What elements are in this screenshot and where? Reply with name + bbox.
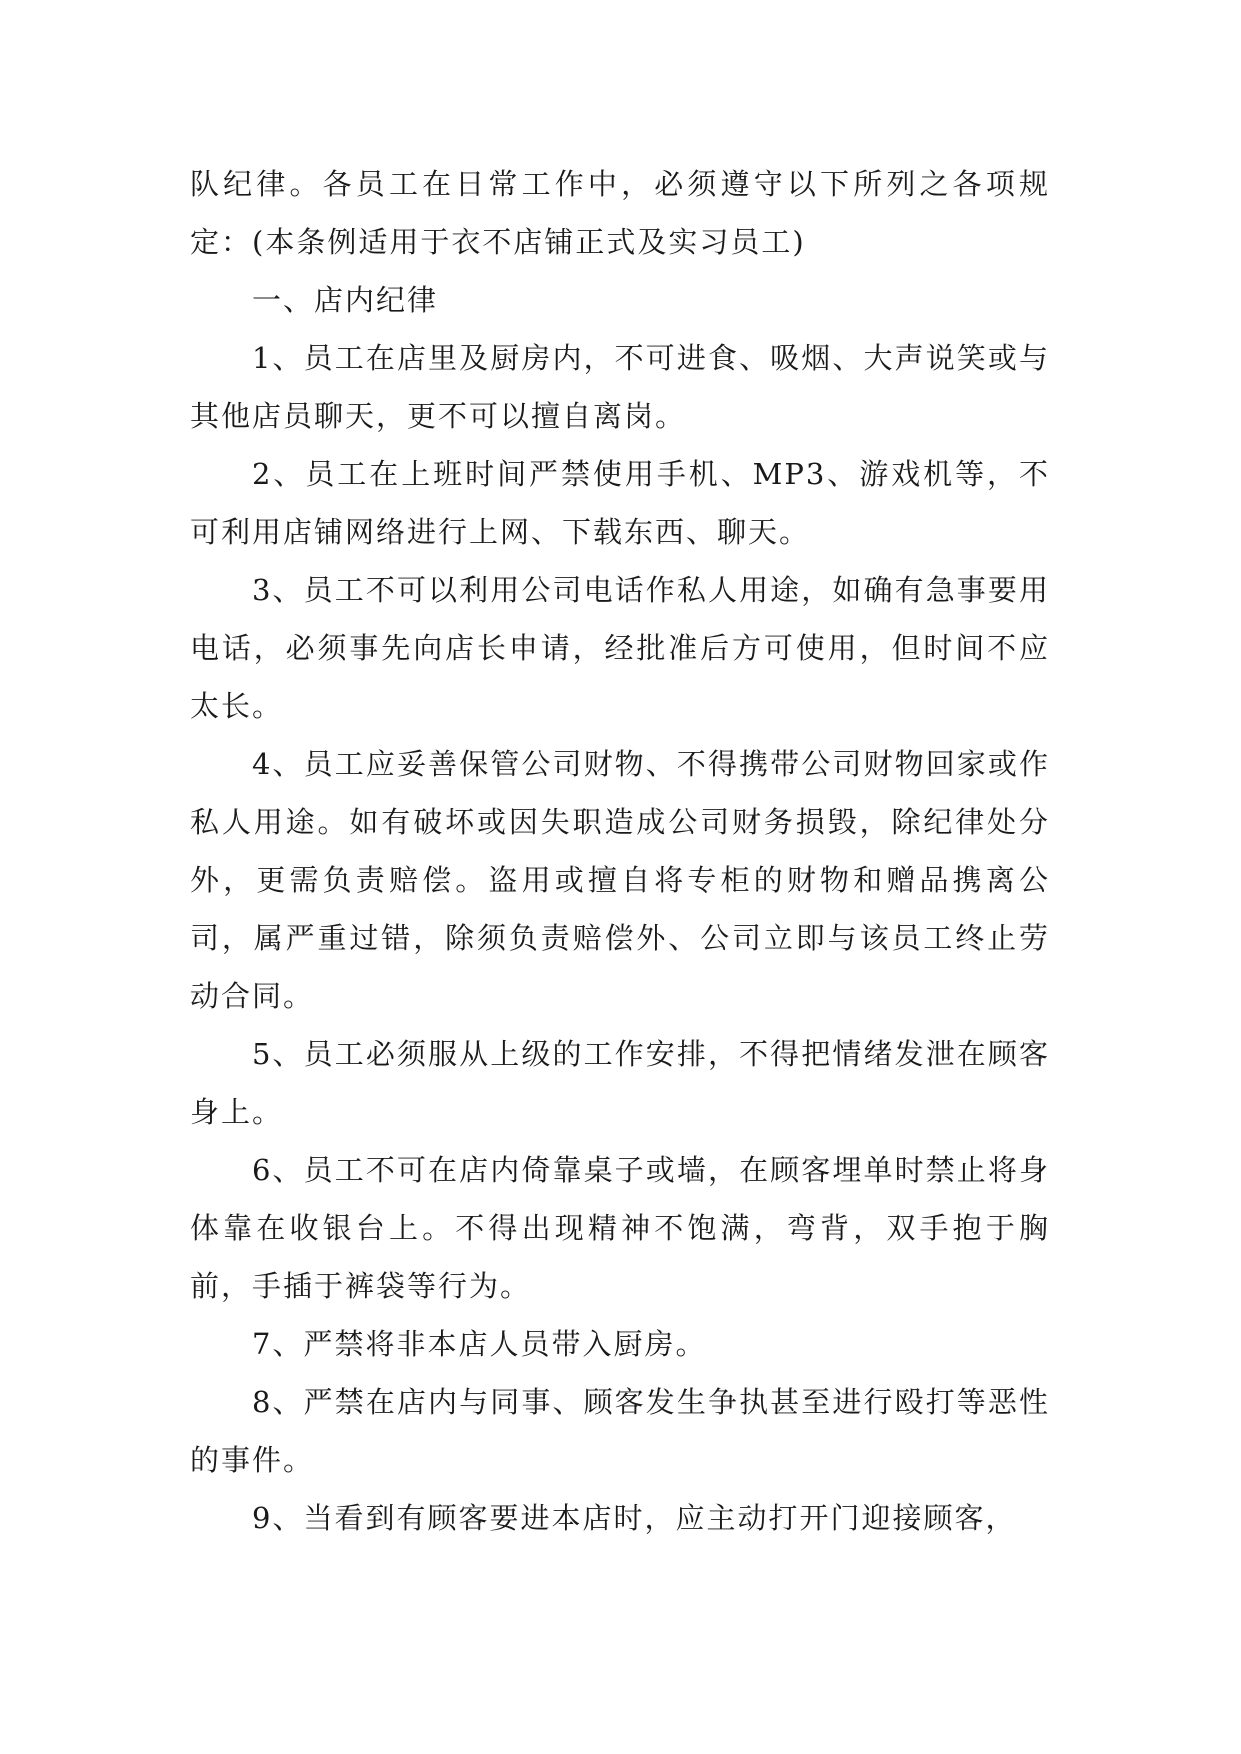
rule-item-6: 6、员工不可在店内倚靠桌子或墙，在顾客埋单时禁止将身体靠在收银台上。不得出现精神不饱满，弯背，双手抱于胸前，手插于裤袋等行为。 <box>190 1153 1050 1303</box>
rule-item-2: 2、员工在上班时间严禁使用手机、MP3、游戏机等，不可利用店铺网络进行上网、下载东西、聊天。 <box>190 457 1050 549</box>
rule-item-8: 8、严禁在店内与同事、顾客发生争执甚至进行殴打等恶性的事件。 <box>190 1385 1050 1477</box>
rule-item-1: 1、员工在店里及厨房内，不可进食、吸烟、大声说笑或与其他店员聊天，更不可以擅自离岗。 <box>190 341 1050 433</box>
rule-item-3: 3、员工不可以利用公司电话作私人用途，如确有急事要用电话，必须事先向店长申请，经批准后方可使用，但时间不应太长。 <box>190 573 1050 723</box>
rule-item-4: 4、员工应妥善保管公司财物、不得携带公司财物回家或作私人用途。如有破坏或因失职造成公司财务损毁，除纪律处分外，更需负责赔偿。盗用或擅自将专柜的财物和赠品携离公司，属严重过错，除须负责赔偿外、公司立即与该员工终止劳动合同。 <box>190 747 1050 1013</box>
section-heading-store-discipline: 一、店内纪律 <box>252 283 439 317</box>
rule-item-5: 5、员工必须服从上级的工作安排，不得把情绪发泄在顾客身上。 <box>190 1037 1050 1129</box>
rule-item-9: 9、当看到有顾客要进本店时，应主动打开门迎接顾客， <box>252 1501 1017 1535</box>
document-body <box>190 155 1050 1547</box>
paragraph-intro-continuation: 队纪律。各员工在日常工作中，必须遵守以下所列之各项规定：(本条例适用于衣不店铺正式及实习员工) <box>190 167 1050 259</box>
rule-item-7: 7、严禁将非本店人员带入厨房。 <box>252 1327 707 1361</box>
